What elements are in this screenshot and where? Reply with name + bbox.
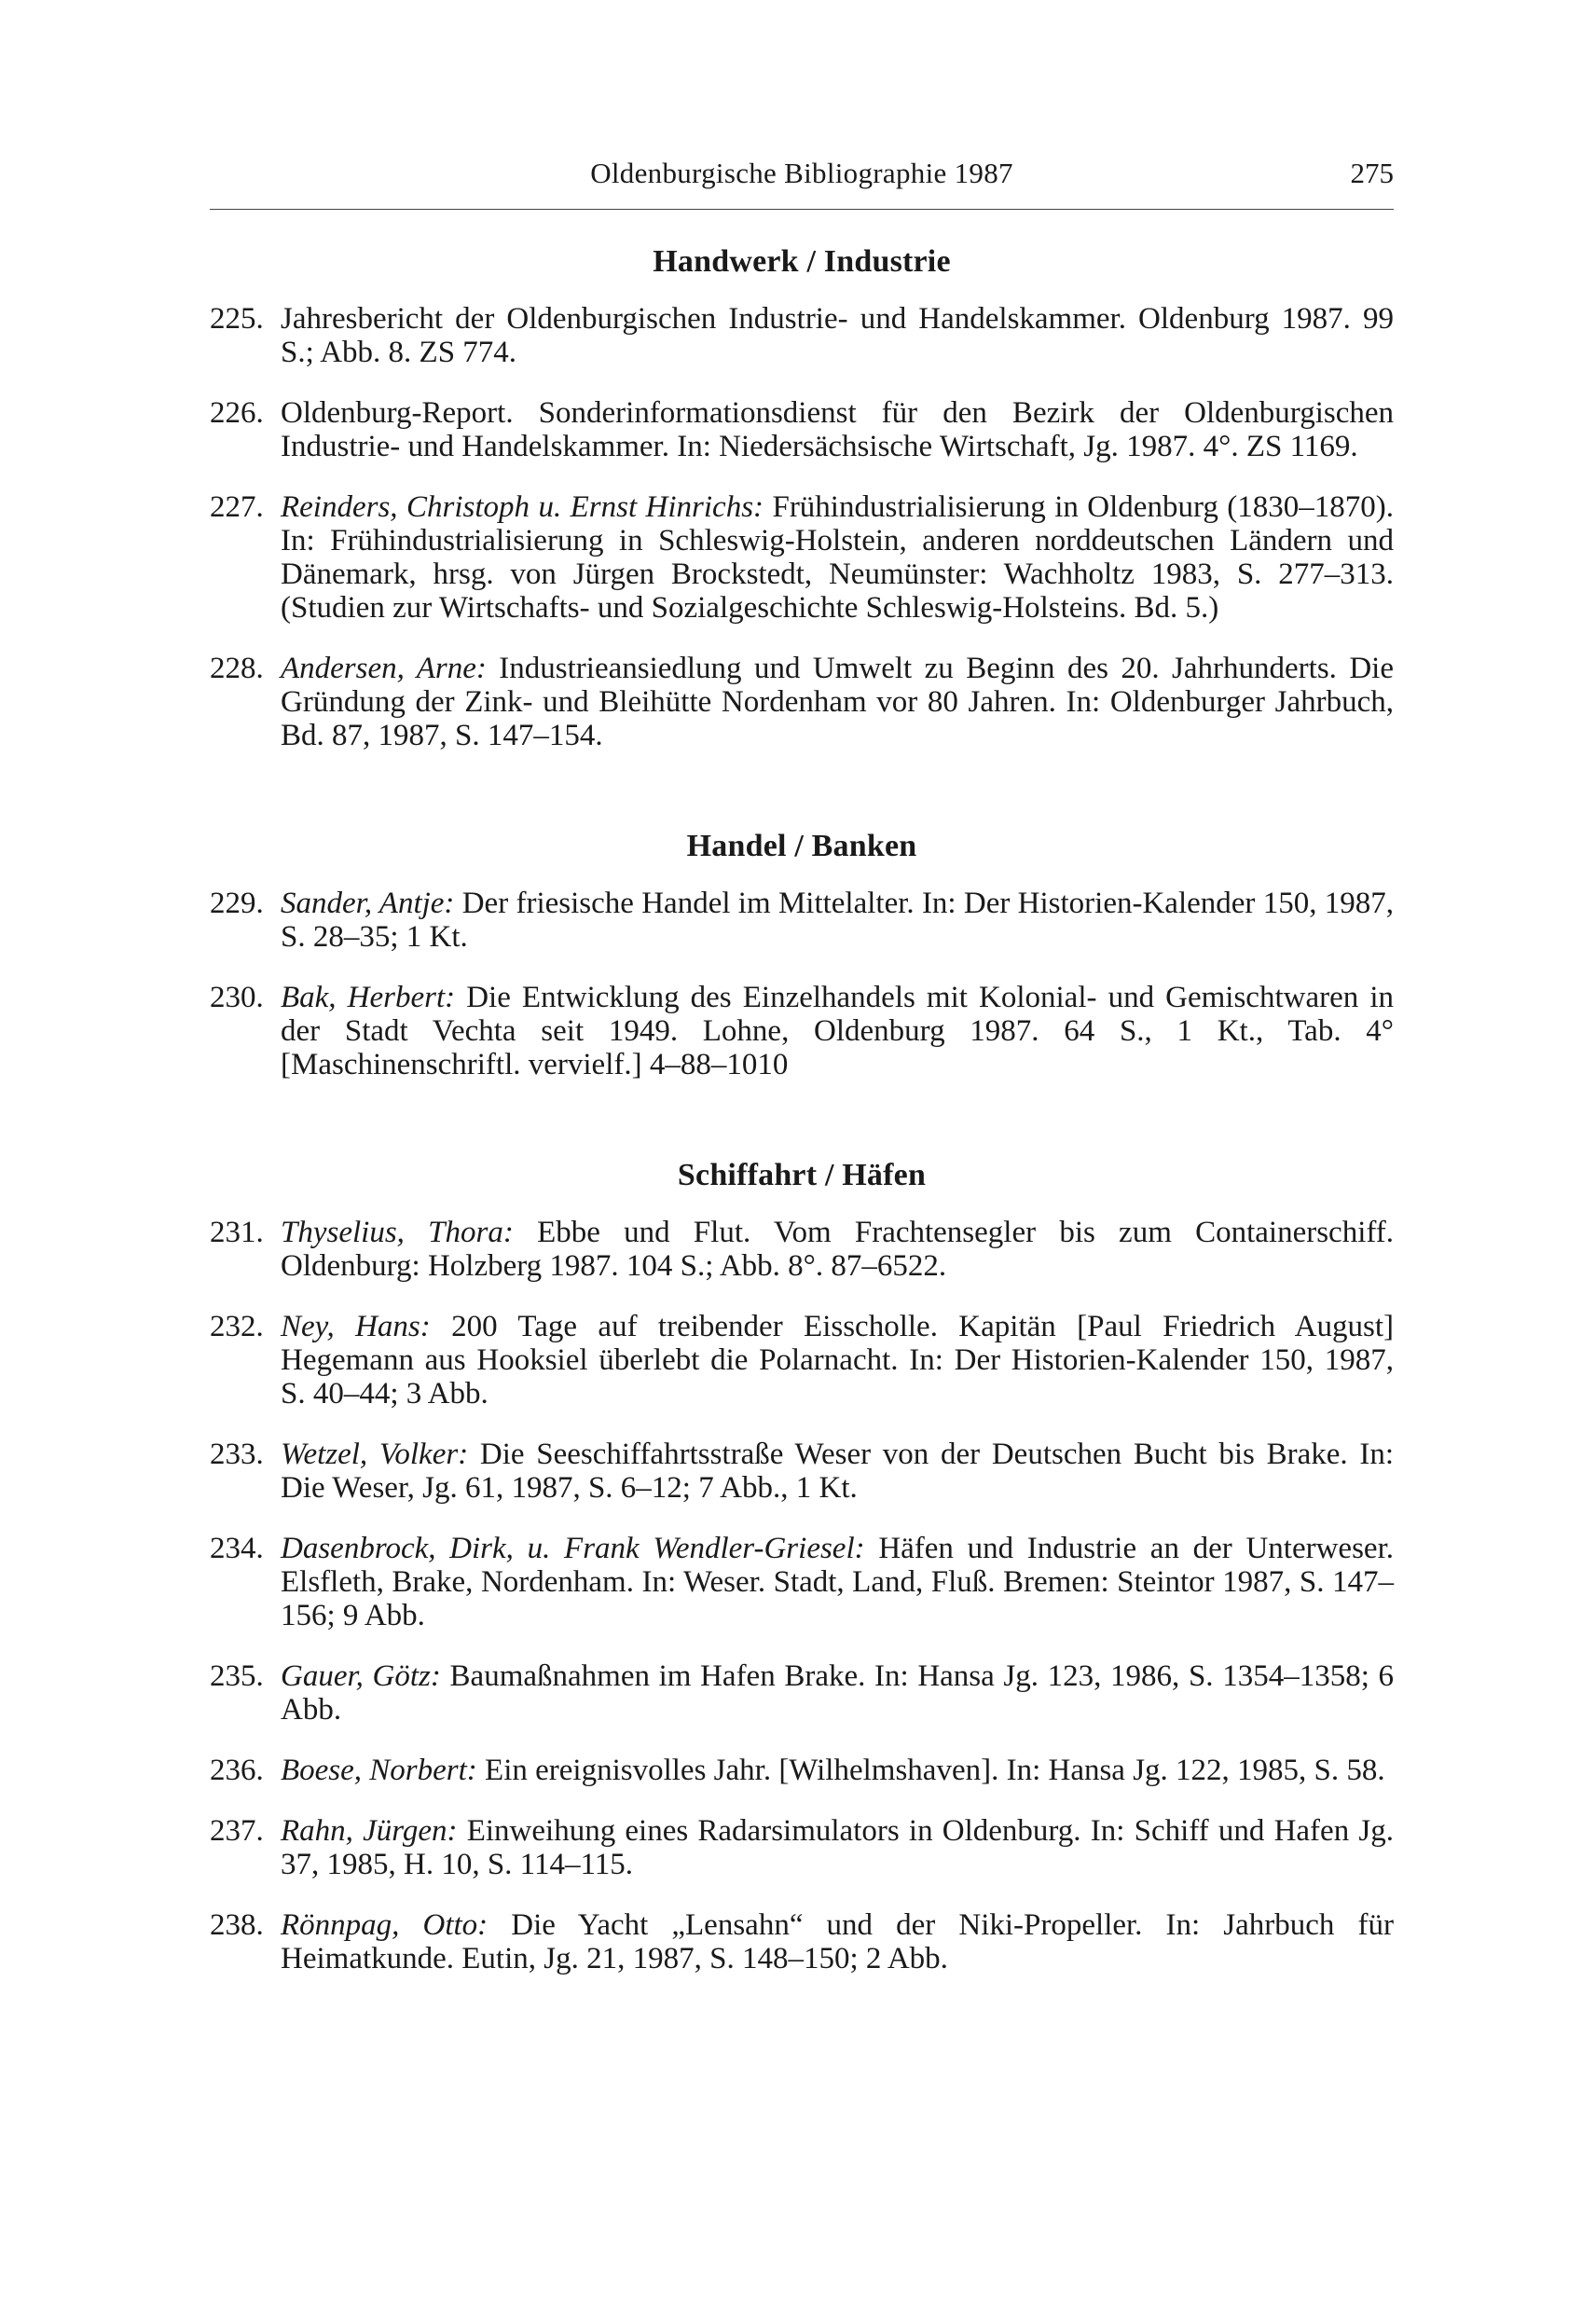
entry-number: 226. <box>210 396 264 430</box>
entry-number: 233. <box>210 1438 264 1471</box>
bibliography-entry <box>210 1438 1394 1505</box>
section-handel-banken <box>210 829 1394 1081</box>
entry-author: Wetzel, Volker: <box>281 1438 480 1471</box>
entry-text: Industrieansiedlung und Umwelt zu Beginn des 20. Jahrhunderts. Die Gründung der Zink- und Bleihütte Nordenham vor 80 Jahren. In: Oldenburger Jahrbuch, Bd. 87, 1987, S. 147–154. <box>281 652 1394 752</box>
bibliography-entry <box>210 1216 1394 1283</box>
page-body <box>210 244 1394 2052</box>
entry-text: Frühindustrialisierung in Oldenburg (1830–1870). In: Frühindustrialisierung in Schleswig-Holstein, anderen norddeutschen Ländern und Dänemark, hrsg. von Jürgen Brockstedt, Neumünster: Wachholtz 1983, S. 277–313. (Studien zur Wirtschafts- und Sozialgeschichte Schleswig-Holsteins. Bd. 5.) <box>281 490 1394 625</box>
running-title: Oldenburgische Bibliographie 1987 <box>590 157 1013 189</box>
entry-number: 237. <box>210 1814 264 1848</box>
entry-text: Ein ereignisvolles Jahr. [Wilhelmshaven]. In: Hansa Jg. 122, 1985, S. 58. <box>485 1754 1385 1787</box>
entry-number: 236. <box>210 1754 264 1787</box>
entry-author: Rahn, Jürgen: <box>281 1814 467 1848</box>
entry-author: Gauer, Götz: <box>281 1659 450 1693</box>
entry-author: Thyselius, Thora: <box>281 1216 538 1249</box>
entry-number: 227. <box>210 490 264 524</box>
entry-text: Jahresbericht der Oldenburgischen Industrie- und Handelskammer. Oldenburg 1987. 99 S.; Abb. 8. ZS 774. <box>281 302 1394 369</box>
page-header <box>210 157 1394 210</box>
bibliography-entry <box>210 1814 1394 1881</box>
entry-text: Häfen und Industrie an der Unterweser. Elsfleth, Brake, Nordenham. In: Weser. Stadt, Land, Fluß. Bremen: Steintor 1987, S. 147–156; 9 Abb. <box>281 1532 1394 1632</box>
entry-text: Baumaßnahmen im Hafen Brake. In: Hansa Jg. 123, 1986, S. 1354–1358; 6 Abb. <box>281 1659 1394 1727</box>
entry-text: 200 Tage auf treibender Eisscholle. Kapitän [Paul Friedrich August] Hegemann aus Hooksiel überlebt die Polarnacht. In: Der Historien-Kalender 150, 1987, S. 40–44; 3 Abb. <box>281 1310 1394 1411</box>
entry-number: 230. <box>210 981 264 1014</box>
bibliography-entry <box>210 652 1394 752</box>
bibliography-entry <box>210 490 1394 625</box>
entry-text: Oldenburg-Report. Sonderinformationsdienst für den Bezirk der Oldenburgischen Industrie- und Handelskammer. In: Niedersächsische Wirtschaft, Jg. 1987. 4°. ZS 1169. <box>281 396 1394 463</box>
bibliography-entry <box>210 1532 1394 1632</box>
page-number: 275 <box>1350 157 1394 189</box>
bibliography-entry <box>210 1908 1394 1975</box>
entry-text: Die Yacht „Lensahn“ und der Niki-Propeller. In: Jahrbuch für Heimatkunde. Eutin, Jg. 21, 1987, S. 148–150; 2 Abb. <box>281 1908 1394 1975</box>
entry-text: Ebbe und Flut. Vom Frachtensegler bis zum Containerschiff. Oldenburg: Holzberg 1987. 104 S.; Abb. 8°. 87–6522. <box>281 1216 1395 1283</box>
entry-number: 235. <box>210 1659 264 1693</box>
entry-number: 231. <box>210 1216 264 1249</box>
entry-number: 232. <box>210 1310 264 1343</box>
bibliography-entry <box>210 302 1394 369</box>
entry-number: 229. <box>210 887 264 920</box>
entry-author: Bak, Herbert: <box>281 981 467 1014</box>
section-heading: Handwerk / Industrie <box>653 244 951 279</box>
entry-text: Die Seeschiffahrtsstraße Weser von der Deutschen Bucht bis Brake. In: Die Weser, Jg. 61, 1987, S. 6–12; 7 Abb., 1 Kt. <box>281 1438 1394 1505</box>
section-heading: Schiffahrt / Häfen <box>677 1158 927 1192</box>
entry-author: Dasenbrock, Dirk, u. Frank Wendler-Griesel: <box>281 1532 879 1565</box>
entry-author: Boese, Norbert: <box>281 1754 486 1787</box>
bibliography-entry <box>210 396 1394 463</box>
bibliography-entry <box>210 1310 1394 1411</box>
entry-author: Ney, Hans: <box>281 1310 452 1343</box>
entry-text: Die Entwicklung des Einzelhandels mit Kolonial- und Gemischtwaren in der Stadt Vechta seit 1949. Lohne, Oldenburg 1987. 64 S., 1 Kt., Tab. 4° [Maschinenschriftl. vervielf.] 4–88–1010 <box>281 981 1394 1081</box>
section-heading: Handel / Banken <box>686 829 917 863</box>
bibliography-entry <box>210 887 1394 954</box>
entry-text: Einweihung eines Radarsimulators in Oldenburg. In: Schiff und Hafen Jg. 37, 1985, H. 10, S. 114–115. <box>281 1814 1394 1881</box>
entry-author: Andersen, Arne: <box>281 652 500 685</box>
entry-number: 234. <box>210 1532 264 1565</box>
entry-number: 228. <box>210 652 264 685</box>
entry-author: Reinders, Christoph u. Ernst Hinrichs: <box>281 490 773 524</box>
entry-number: 225. <box>210 302 264 336</box>
entry-text: Der friesische Handel im Mittelalter. In: Der Historien-Kalender 150, 1987, S. 28–35; 1 Kt. <box>281 887 1394 954</box>
entry-number: 238. <box>210 1908 264 1942</box>
entry-author: Rönnpag, Otto: <box>281 1908 512 1942</box>
section-handwerk-industrie <box>210 244 1394 752</box>
bibliography-entry <box>210 981 1394 1081</box>
entry-author: Sander, Antje: <box>281 887 462 920</box>
bibliography-entry <box>210 1754 1394 1787</box>
section-schiffahrt-haefen <box>210 1158 1394 1975</box>
bibliography-entry <box>210 1659 1394 1727</box>
